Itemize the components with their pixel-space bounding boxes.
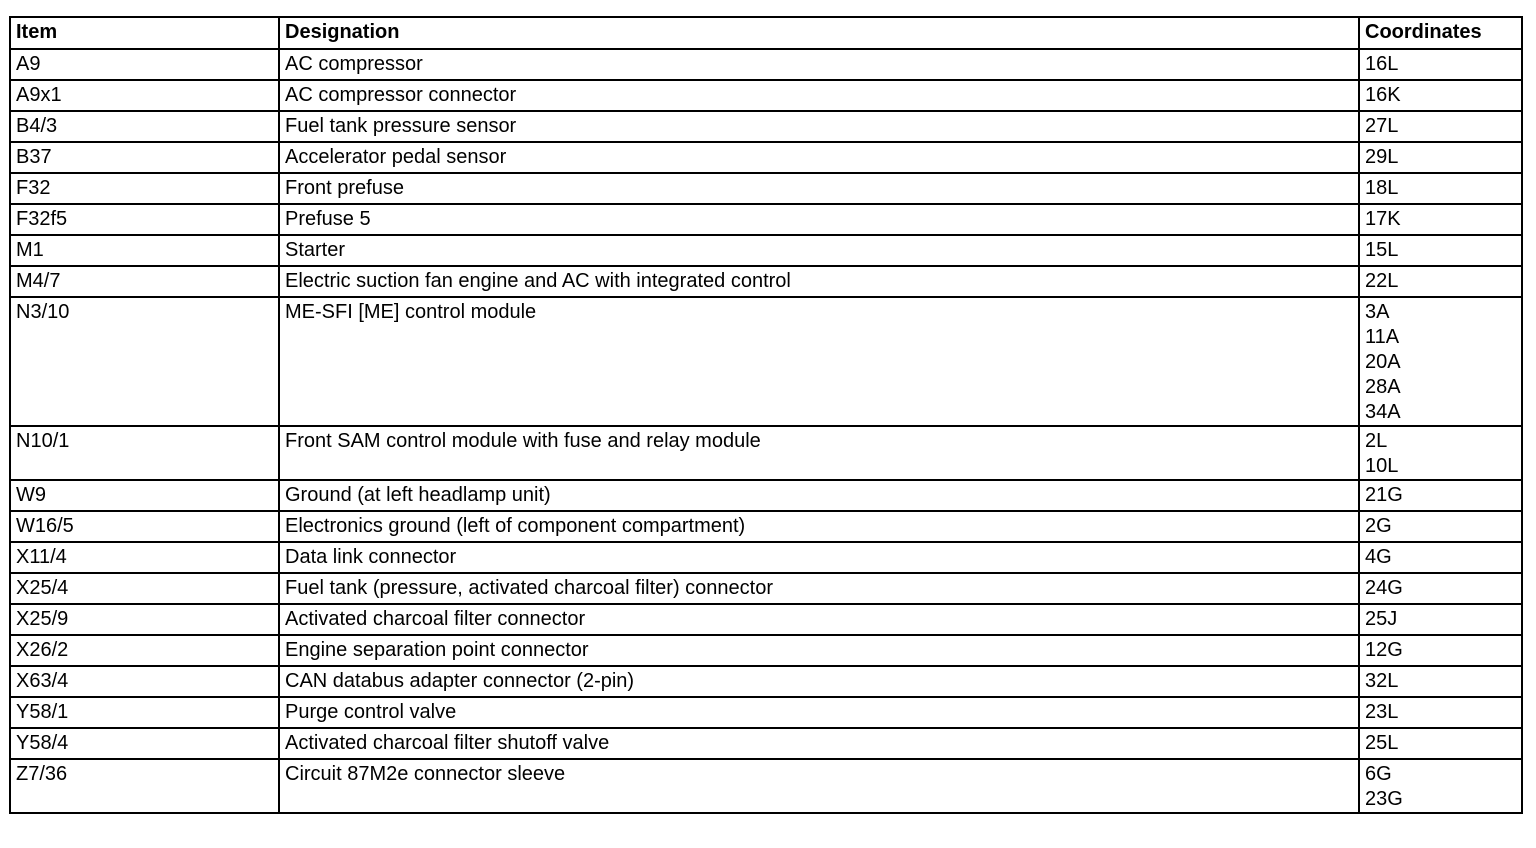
table-row <box>10 511 1522 542</box>
coordinate-value: 18L <box>1365 177 1399 199</box>
coordinate-value: 22L <box>1365 270 1399 292</box>
coordinates-cell <box>1359 173 1522 204</box>
coordinate-value: 16K <box>1365 84 1401 106</box>
table-row <box>10 111 1522 142</box>
coordinates-cell <box>1359 426 1522 480</box>
table-header <box>10 17 1522 49</box>
coordinate-value: 17K <box>1365 208 1401 230</box>
coordinates-cell <box>1359 235 1522 266</box>
item-cell: F32f5 <box>10 204 279 235</box>
coordinates-cell <box>1359 573 1522 604</box>
coordinates-cell <box>1359 604 1522 635</box>
coordinates-cell <box>1359 635 1522 666</box>
coordinates-cell <box>1359 49 1522 80</box>
table-row <box>10 666 1522 697</box>
designation-cell: Fuel tank (pressure, activated charcoal filter) connector <box>279 573 1359 604</box>
item-cell: A9 <box>10 49 279 80</box>
designation-cell: Circuit 87M2e connector sleeve <box>279 759 1359 813</box>
coordinates-cell <box>1359 542 1522 573</box>
designation-cell: Electronics ground (left of component compartment) <box>279 511 1359 542</box>
table-row <box>10 759 1522 813</box>
item-cell: X63/4 <box>10 666 279 697</box>
coordinates-cell <box>1359 697 1522 728</box>
coordinate-value: 15L <box>1365 239 1399 261</box>
coordinates-cell <box>1359 728 1522 759</box>
coordinates-cell <box>1359 204 1522 235</box>
item-cell: X11/4 <box>10 542 279 573</box>
coordinates-cell <box>1359 511 1522 542</box>
coordinates-cell <box>1359 142 1522 173</box>
item-cell: M4/7 <box>10 266 279 297</box>
coordinate-value: 16L <box>1365 53 1399 75</box>
item-cell: W9 <box>10 480 279 511</box>
coordinate-value: 29L <box>1365 146 1399 168</box>
item-cell: X25/4 <box>10 573 279 604</box>
designation-cell: Fuel tank pressure sensor <box>279 111 1359 142</box>
designation-cell: Activated charcoal filter shutoff valve <box>279 728 1359 759</box>
coordinate-value: 3A <box>1365 301 1390 323</box>
coordinate-value: 32L <box>1365 670 1399 692</box>
coordinate-value: 23G <box>1365 788 1403 810</box>
table-row <box>10 297 1522 426</box>
coordinate-value: 25L <box>1365 732 1399 754</box>
table-row <box>10 728 1522 759</box>
coordinate-value: 12G <box>1365 639 1403 661</box>
component-legend-table <box>9 16 1523 814</box>
table-row <box>10 635 1522 666</box>
coordinate-value: 2G <box>1365 515 1392 537</box>
designation-cell: Data link connector <box>279 542 1359 573</box>
item-cell: N3/10 <box>10 297 279 426</box>
table-row <box>10 49 1522 80</box>
designation-cell: Accelerator pedal sensor <box>279 142 1359 173</box>
coordinate-value: 20A <box>1365 351 1401 373</box>
table-body <box>10 49 1522 813</box>
designation-cell: AC compressor <box>279 49 1359 80</box>
designation-cell: CAN databus adapter connector (2-pin) <box>279 666 1359 697</box>
coordinates-cell <box>1359 297 1522 426</box>
table-row <box>10 480 1522 511</box>
designation-cell: Engine separation point connector <box>279 635 1359 666</box>
coordinates-cell <box>1359 666 1522 697</box>
item-cell: Z7/36 <box>10 759 279 813</box>
coordinate-value: 4G <box>1365 546 1392 568</box>
designation-cell: ME-SFI [ME] control module <box>279 297 1359 426</box>
item-cell: B37 <box>10 142 279 173</box>
coordinates-cell <box>1359 759 1522 813</box>
coordinate-value: 11A <box>1365 326 1400 348</box>
table-row <box>10 173 1522 204</box>
item-cell: Y58/1 <box>10 697 279 728</box>
table-row <box>10 604 1522 635</box>
coordinate-value: 24G <box>1365 577 1403 599</box>
column-header-item: Item <box>10 17 279 49</box>
item-cell: M1 <box>10 235 279 266</box>
designation-cell: Front SAM control module with fuse and relay module <box>279 426 1359 480</box>
coordinates-cell <box>1359 266 1522 297</box>
table-row <box>10 235 1522 266</box>
coordinate-value: 25J <box>1365 608 1398 630</box>
table-row <box>10 542 1522 573</box>
coordinates-cell <box>1359 111 1522 142</box>
designation-cell: Starter <box>279 235 1359 266</box>
coordinates-cell <box>1359 80 1522 111</box>
item-cell: W16/5 <box>10 511 279 542</box>
coordinate-value: 10L <box>1365 455 1399 477</box>
table-row <box>10 204 1522 235</box>
designation-cell: AC compressor connector <box>279 80 1359 111</box>
item-cell: X25/9 <box>10 604 279 635</box>
header-row <box>10 17 1522 49</box>
coordinate-value: 2L <box>1365 430 1388 452</box>
coordinate-value: 23L <box>1365 701 1399 723</box>
designation-cell: Electric suction fan engine and AC with integrated control <box>279 266 1359 297</box>
coordinate-value: 6G <box>1365 763 1392 785</box>
table-row <box>10 426 1522 480</box>
column-header-designation: Designation <box>279 17 1359 49</box>
item-cell: A9x1 <box>10 80 279 111</box>
table-row <box>10 80 1522 111</box>
coordinate-value: 28A <box>1365 376 1401 398</box>
coordinate-value: 34A <box>1365 401 1401 423</box>
table-row <box>10 142 1522 173</box>
designation-cell: Front prefuse <box>279 173 1359 204</box>
item-cell: F32 <box>10 173 279 204</box>
coordinate-value: 21G <box>1365 484 1403 506</box>
designation-cell: Purge control valve <box>279 697 1359 728</box>
column-header-coordinates: Coordinates <box>1359 17 1522 49</box>
coordinate-value: 27L <box>1365 115 1399 137</box>
designation-cell: Activated charcoal filter connector <box>279 604 1359 635</box>
designation-cell: Prefuse 5 <box>279 204 1359 235</box>
coordinates-cell <box>1359 480 1522 511</box>
item-cell: B4/3 <box>10 111 279 142</box>
item-cell: X26/2 <box>10 635 279 666</box>
table-row <box>10 266 1522 297</box>
item-cell: N10/1 <box>10 426 279 480</box>
designation-cell: Ground (at left headlamp unit) <box>279 480 1359 511</box>
table-row <box>10 697 1522 728</box>
item-cell: Y58/4 <box>10 728 279 759</box>
table-row <box>10 573 1522 604</box>
